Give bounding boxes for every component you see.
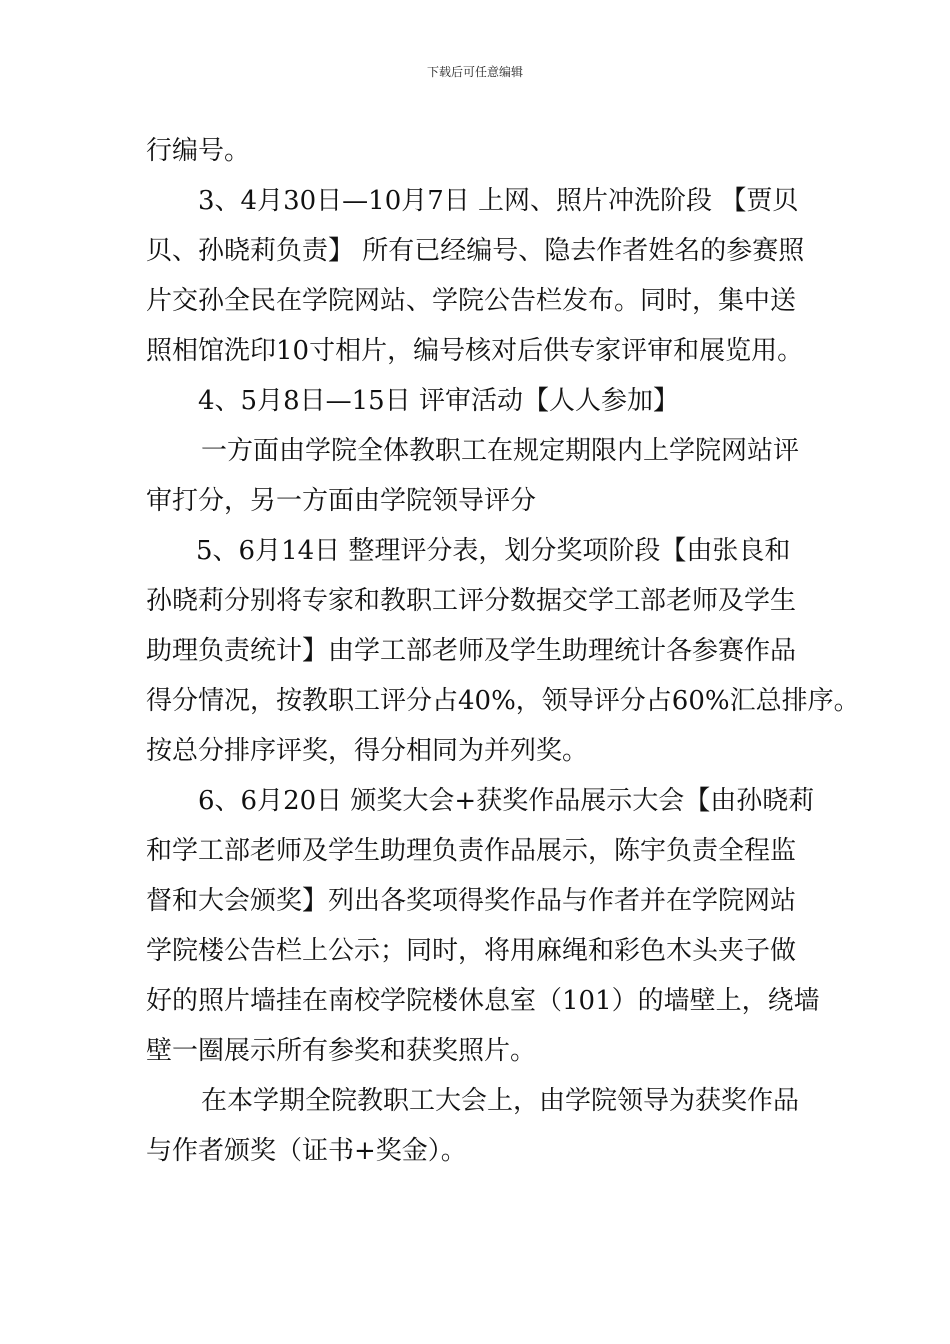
text-line: 孙晓莉分别将专家和教职工评分数据交学工部老师及学生 bbox=[146, 586, 797, 616]
text-line: 助理负责统计】由学工部老师及学生助理统计各参赛作品 bbox=[146, 636, 797, 666]
text-line: 好的照片墙挂在南校学院楼休息室（101）的墙壁上，绕墙 bbox=[146, 986, 820, 1016]
text-line: 与作者颁奖（证书+奖金）。 bbox=[146, 1136, 467, 1166]
text-line: 壁一圈展示所有参奖和获奖照片。 bbox=[146, 1036, 537, 1066]
text-line: 6、6月20日 颁奖大会+获奖作品展示大会【由孙晓莉 bbox=[198, 786, 815, 816]
text-line: 督和大会颁奖】列出各奖项得奖作品与作者并在学院网站 bbox=[146, 886, 797, 916]
text-line: 一方面由学院全体教职工在规定期限内上学院网站评 bbox=[201, 436, 800, 466]
text-line: 4、5月8日—15日 评审活动【人人参加】 bbox=[198, 386, 679, 416]
text-line: 5、6月14日 整理评分表，划分奖项阶段【由张良和 bbox=[196, 536, 791, 566]
text-line: 片交孙全民在学院网站、学院公告栏发布。同时，集中送 bbox=[146, 286, 797, 316]
text-line: 3、4月30日—10月7日 上网、照片冲洗阶段 【贾贝 bbox=[198, 186, 799, 216]
text-line: 贝、孙晓莉负责】 所有已经编号、隐去作者姓名的参赛照 bbox=[146, 236, 805, 266]
page-header-note: 下载后可任意编辑 bbox=[426, 65, 523, 79]
text-line: 在本学期全院教职工大会上，由学院领导为获奖作品 bbox=[201, 1086, 800, 1116]
text-line: 和学工部老师及学生助理负责作品展示，陈宇负责全程监 bbox=[146, 836, 797, 866]
document-body bbox=[146, 126, 860, 1176]
text-line: 审打分，另一方面由学院领导评分 bbox=[146, 486, 537, 516]
text-line: 照相馆洗印10寸相片，编号核对后供专家评审和展览用。 bbox=[146, 336, 804, 366]
text-line: 学院楼公告栏上公示；同时，将用麻绳和彩色木头夹子做 bbox=[146, 936, 797, 966]
text-line: 按总分排序评奖，得分相同为并列奖。 bbox=[146, 736, 589, 766]
text-line: 行编号。 bbox=[146, 136, 251, 166]
text-line: 得分情况，按教职工评分占40%，领导评分占60%汇总排序。 bbox=[146, 686, 860, 716]
